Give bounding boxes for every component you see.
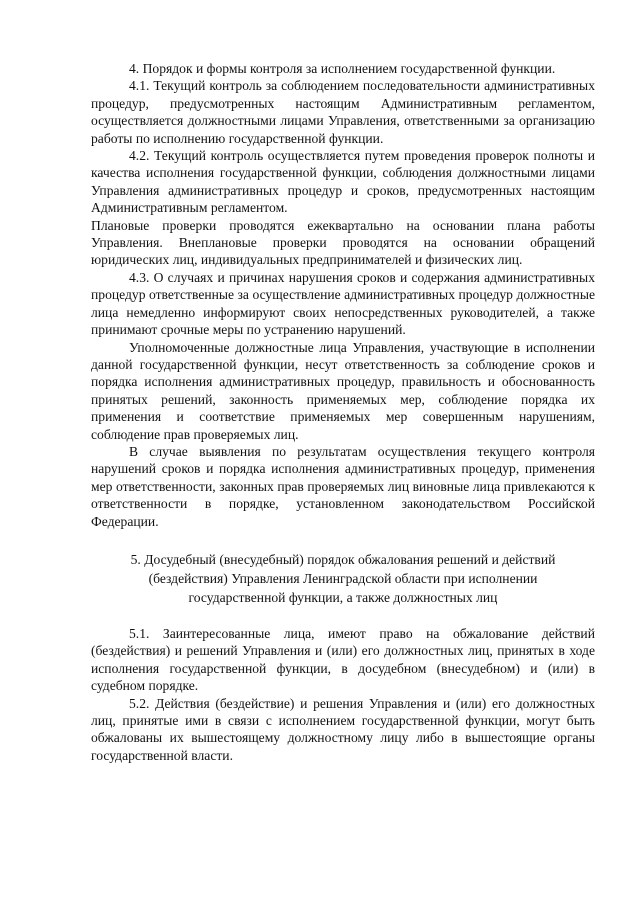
section-5-heading-line: (бездействия) Управления Ленинградской области при исполнении [148, 570, 538, 586]
section-5-heading [91, 550, 595, 607]
section-5-heading-line: государственной функции, а также должностных лиц [188, 589, 498, 605]
paragraph-responsibility: Уполномоченные должностные лица Управления, участвующие в исполнении данной государственной функции, несут ответственность за соблюдение сроков и порядка исполнения административных процедур, правильность и обоснованность принятых решений, законность применяемых мер, соблюдение порядка их применения и соответствие применяемых мер совершенным нарушениям, соблюдение прав проверяемых лиц. [91, 339, 595, 442]
paragraph-5-1: 5.1. Заинтересованные лица, имеют право на обжалование действий (бездействия) и решений Управления и (или) его должностных лиц, принятых в ходе исполнения государственной функции, в досудебном (внесудебном) и (или) в судебном порядке. [91, 625, 595, 694]
paragraph-planned-checks: Плановые проверки проводятся ежеквартально на основании плана работы Управления. Внеплановые проверки проводятся на основании обращений юридических лиц, индивидуальных предпринимателей и физических лиц. [91, 217, 595, 268]
section-4-heading: 4. Порядок и формы контроля за исполнением государственной функции. [129, 61, 556, 76]
paragraph-violations: В случае выявления по результатам осуществления текущего контроля нарушений сроков и порядка исполнения административных процедур, применения мер ответственности, законных прав проверяемых лиц виновные лица привлекаются к ответственности в порядке, установленном законодательством Российской Федерации. [91, 443, 595, 529]
paragraph-4-1: 4.1. Текущий контроль за соблюдением последовательности административных процедур, предусмотренных настоящим Административным регламентом, осуществляется должностными лицами Управления, ответственными за организацию работы по исполнению государственной функции. [91, 78, 595, 146]
paragraph-5-2: 5.2. Действия (бездействие) и решения Управления и (или) его должностных лиц, принятые ими в связи с исполнением государственной функции, могут быть обжалованы их вышестоящему должностному лицу либо в вышестоящие органы государственной власти. [91, 695, 595, 763]
paragraph-4-3: 4.3. О случаях и причинах нарушения сроков и содержания административных процедур ответственные за осуществление административных процедур должностные лица немедленно информируют своих непосредственных руководителей, а также принимают срочные меры по устранению нарушений. [91, 269, 595, 338]
document-page [91, 60, 595, 764]
section-5-heading-line: 5. Досудебный (внесудебный) порядок обжалования решений и действий [130, 551, 556, 567]
paragraph-4-2: 4.2. Текущий контроль осуществляется путем проведения проверок полноты и качества исполнения государственной функции, соблюдения должностными лицами Управления административных процедур и сроков, предусмотренных настоящим Административным регламентом. [91, 148, 595, 216]
